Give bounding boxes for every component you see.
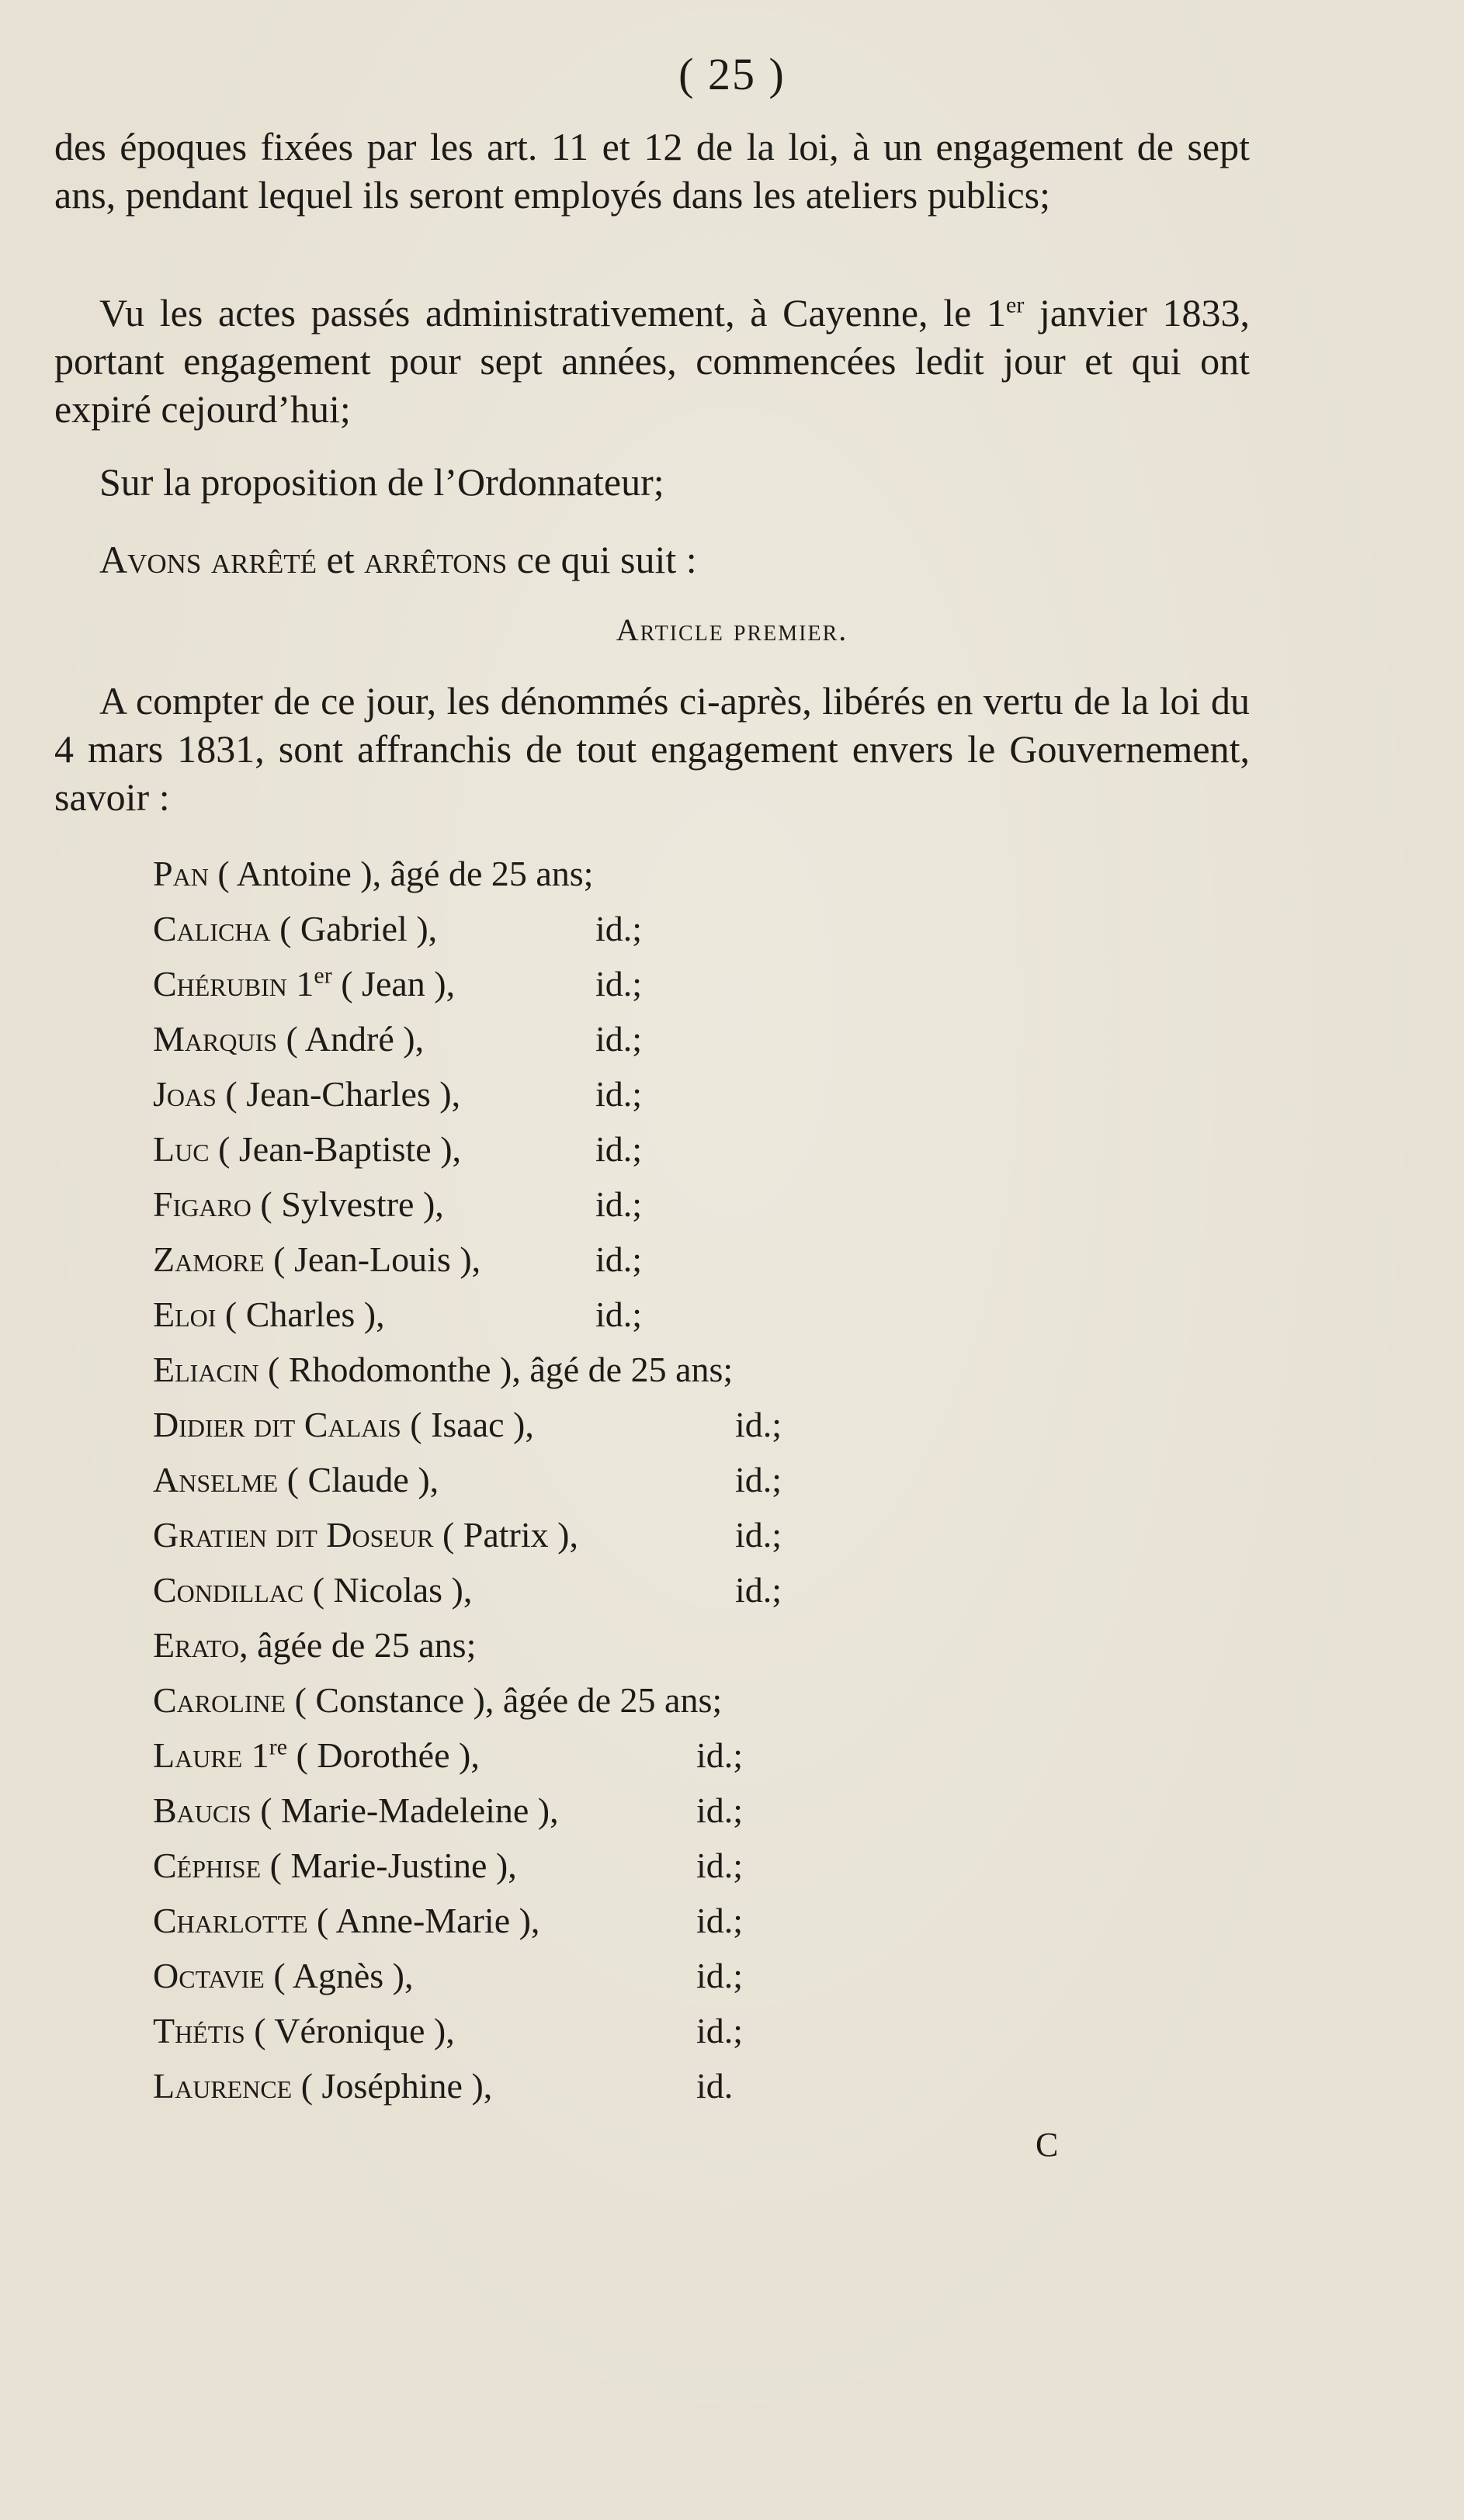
person-entry — [153, 1562, 472, 1617]
person-details: ( Isaac ), — [401, 1405, 534, 1444]
idem-mark: id.; — [595, 964, 643, 1003]
paragraph-2-part-b: janvier 1833, portant engagement pour sept années, commencées ledit jour et qui ont expiré cejourd’hui; — [54, 291, 1250, 431]
person-details: ( Jean-Louis ), — [264, 1239, 481, 1279]
person-details: ( Claude ), — [278, 1460, 439, 1499]
person-name: Baucis — [153, 1790, 252, 1830]
list-item — [153, 1011, 1162, 1066]
person-name: Charlotte — [153, 1901, 308, 1940]
person-entry — [153, 1232, 480, 1287]
idem-mark: id.; — [696, 1735, 744, 1775]
person-entry — [153, 1838, 517, 1893]
idem-mark: id.; — [595, 1239, 643, 1279]
list-item — [153, 1783, 1162, 1838]
idem-mark: id.; — [595, 909, 643, 948]
idem-mark: id.; — [696, 1956, 744, 1995]
paragraph-4 — [99, 536, 1295, 584]
list-item — [153, 1838, 1162, 1893]
person-name: Luc — [153, 1129, 210, 1169]
person-name: Figaro — [153, 1184, 252, 1224]
paragraph-4-rest: ce qui suit : — [507, 538, 697, 581]
paragraph-2 — [54, 289, 1250, 433]
person-name: Thétis — [153, 2011, 245, 2050]
person-details: ( Jean ), — [331, 964, 456, 1003]
list-item — [153, 1121, 1162, 1177]
idem-mark: id.; — [696, 2011, 744, 2050]
person-entry — [153, 1011, 424, 1066]
idem-mark: id.; — [696, 1846, 744, 1885]
person-entry — [153, 1672, 722, 1728]
list-item — [153, 1617, 1162, 1672]
person-details: ( Charles ), — [216, 1295, 385, 1334]
person-details: ( Agnès ), — [264, 1956, 414, 1995]
person-entry — [153, 2003, 455, 2058]
person-entry — [153, 1452, 439, 1507]
person-entry — [153, 1783, 559, 1838]
person-name: Gratien dit Doseur — [153, 1515, 434, 1555]
person-details: ( Antoine ), âgé de 25 ans; — [208, 854, 594, 893]
person-entry — [153, 1728, 480, 1783]
list-item — [153, 1728, 1162, 1783]
arretons: arrêtons — [364, 538, 508, 581]
person-details: ( Gabriel ), — [270, 909, 438, 948]
person-list — [153, 846, 1162, 2113]
person-details: ( Jean-Charles ), — [216, 1074, 461, 1114]
list-item — [153, 1287, 1162, 1342]
list-item — [153, 1672, 1162, 1728]
person-name: Octavie — [153, 1956, 265, 1995]
person-name-superscript: er — [314, 962, 332, 989]
person-entry — [153, 846, 593, 901]
paragraph-4-and: et — [317, 538, 365, 581]
page-number: ( 25 ) — [678, 49, 786, 99]
person-entry — [153, 1177, 444, 1232]
avons-arrete: Avons arrêté — [99, 538, 317, 581]
person-name: Laure 1 — [153, 1735, 269, 1775]
person-name: Eliacin — [153, 1350, 259, 1389]
list-item — [153, 1452, 1162, 1507]
idem-mark: id.; — [735, 1570, 782, 1610]
list-item — [153, 1066, 1162, 1121]
list-item — [153, 956, 1162, 1011]
person-details: ( Joséphine ), — [292, 2066, 493, 2106]
paragraph-2-part-a: Vu les actes passés administrativement, à Cayenne, le 1 — [99, 291, 1006, 334]
person-name: Laurence — [153, 2066, 293, 2106]
list-item — [153, 1342, 1162, 1397]
person-name: Pan — [153, 854, 209, 893]
idem-mark: id.; — [595, 1019, 643, 1059]
list-item — [153, 2058, 1162, 2113]
signature-mark: C — [1036, 2126, 1059, 2164]
person-name: Zamore — [153, 1239, 265, 1279]
idem-mark: id.; — [595, 1074, 643, 1114]
person-details: ( Nicolas ), — [304, 1570, 473, 1610]
person-name: Anselme — [153, 1460, 279, 1499]
person-entry — [153, 1948, 414, 2003]
idem-mark: id.; — [595, 1184, 643, 1224]
person-name: Céphise — [153, 1846, 262, 1885]
person-details: ( Constance ), âgée de 25 ans; — [286, 1680, 723, 1720]
person-details: ( Patrix ), — [433, 1515, 578, 1555]
list-item — [153, 2003, 1162, 2058]
person-name-superscript: re — [269, 1734, 288, 1760]
person-name: Chérubin 1 — [153, 964, 314, 1003]
person-details: ( Anne-Marie ), — [307, 1901, 540, 1940]
list-item — [153, 1232, 1162, 1287]
idem-mark: id.; — [595, 1129, 643, 1169]
person-entry — [153, 956, 455, 1011]
person-name: Erato — [153, 1625, 240, 1665]
person-entry — [153, 2058, 492, 2113]
person-entry — [153, 1342, 733, 1397]
person-name: Caroline — [153, 1680, 286, 1720]
idem-mark: id.; — [735, 1460, 782, 1499]
idem-mark: id.; — [595, 1295, 643, 1334]
list-item — [153, 1948, 1162, 2003]
person-details: ( Rhodomonthe ), âgé de 25 ans; — [258, 1350, 734, 1389]
person-details: ( Dorothée ), — [287, 1735, 480, 1775]
article-heading: Article premier. — [616, 612, 848, 647]
idem-mark: id. — [696, 2066, 734, 2106]
idem-mark: id.; — [696, 1901, 744, 1940]
paragraph-2-superscript: er — [1006, 292, 1025, 318]
person-details: ( Jean-Baptiste ), — [209, 1129, 462, 1169]
list-item — [153, 1893, 1162, 1948]
person-entry — [153, 1121, 461, 1177]
person-name: Condillac — [153, 1570, 304, 1610]
person-name: Marquis — [153, 1019, 278, 1059]
paragraph-3: Sur la proposition de l’Ordonnateur; — [99, 460, 664, 504]
person-details: ( Marie-Justine ), — [261, 1846, 517, 1885]
list-item — [153, 846, 1162, 901]
person-entry — [153, 1507, 578, 1562]
person-name: Joas — [153, 1074, 217, 1114]
list-item — [153, 1397, 1162, 1452]
idem-mark: id.; — [735, 1405, 782, 1444]
person-details: , âgée de 25 ans; — [239, 1625, 477, 1665]
person-name: Eloi — [153, 1295, 217, 1334]
paragraph-5: A compter de ce jour, les dénommés ci-après, libérés en vertu de la loi du 4 mars 1831, sont affranchis de tout engagement envers le Gouvernement, savoir : — [54, 679, 1250, 819]
person-details: ( Véronique ), — [245, 2011, 455, 2050]
list-item — [153, 1177, 1162, 1232]
person-name: Calicha — [153, 909, 271, 948]
person-entry — [153, 1893, 539, 1948]
list-item — [153, 1562, 1162, 1617]
person-details: ( Marie-Madeleine ), — [251, 1790, 559, 1830]
list-item — [153, 1507, 1162, 1562]
person-name: Didier dit Calais — [153, 1405, 401, 1444]
person-entry — [153, 901, 437, 956]
paragraph-1: des époques fixées par les art. 11 et 12 de la loi, à un engagement de sept ans, pendant lequel ils seront employés dans les ateliers publics; — [54, 125, 1250, 217]
person-entry — [153, 1066, 460, 1121]
person-entry — [153, 1287, 385, 1342]
person-details: ( André ), — [277, 1019, 425, 1059]
list-item — [153, 901, 1162, 956]
person-entry — [153, 1617, 476, 1672]
idem-mark: id.; — [696, 1790, 744, 1830]
person-entry — [153, 1397, 534, 1452]
idem-mark: id.; — [735, 1515, 782, 1555]
person-details: ( Sylvestre ), — [251, 1184, 444, 1224]
